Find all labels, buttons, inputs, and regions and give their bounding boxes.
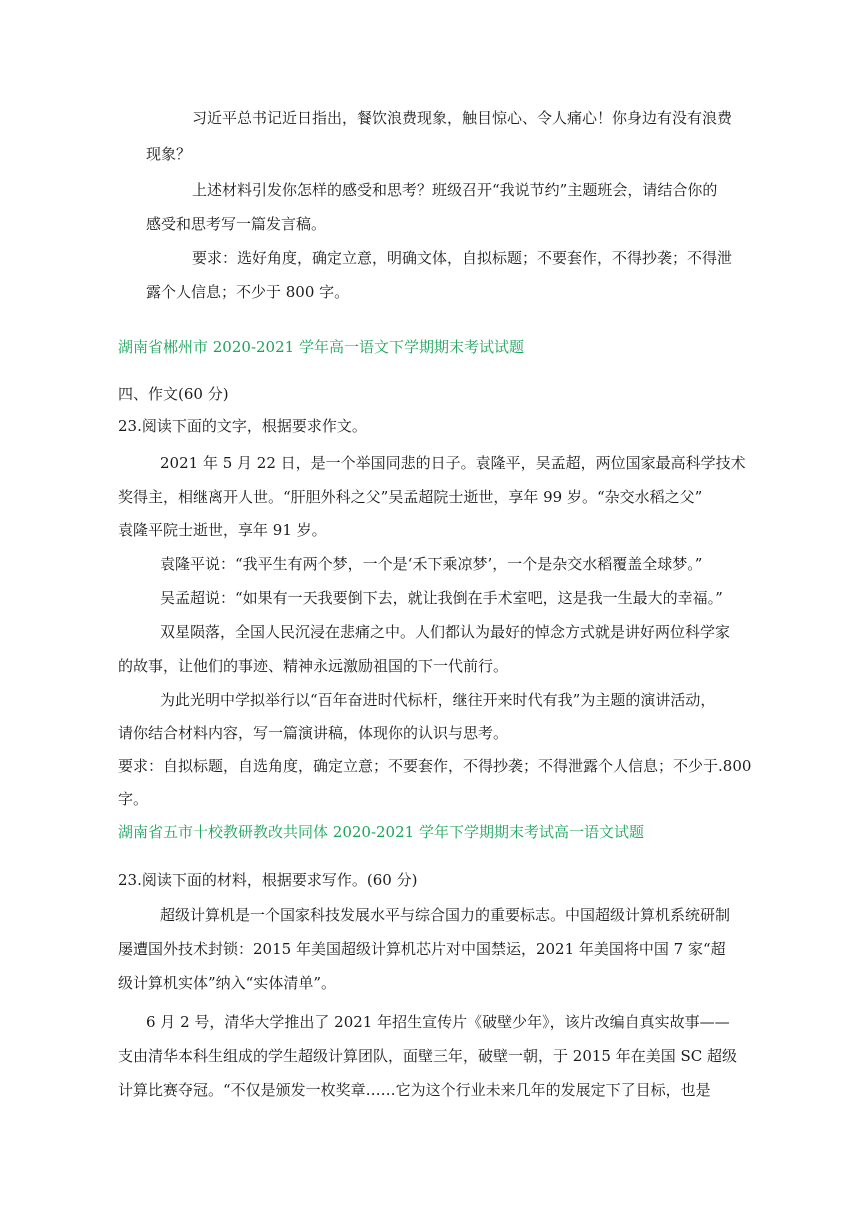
paragraph-line: 现象？ — [146, 145, 192, 163]
paragraph-line: 请你结合材料内容，写一篇演讲稿，体现你的认识与思考。 — [118, 724, 509, 742]
paragraph-line: 要求：选好角度，确定立意，明确文体，自拟标题；不要套作，不得抄袭；不得泄 — [192, 249, 733, 267]
paragraph-line: 露个人信息；不少于 800 字。 — [146, 283, 350, 301]
paragraph-line: 四、作文(60 分) — [118, 385, 229, 403]
paragraph-line: 上述材料引发你怎样的感受和思考？班级召开“我说节约”主题班会，请结合你的 — [192, 181, 718, 199]
paragraph-line: 双星陨落，全国人民沉浸在悲痛之中。人们都认为最好的悼念方式就是讲好两位科学家 — [160, 623, 731, 641]
paragraph-line: 6 月 2 号，清华大学推出了 2021 年招生宣传片《破壁少年》，该片改编自真实故事—— — [146, 1013, 730, 1031]
section-title: 湖南省郴州市 2020-2021 学年高一语文下学期期末考试试题 — [118, 338, 524, 356]
paragraph-line: 支由清华本科生组成的学生超级计算团队，面壁三年，破壁一朝，于 2015 年在美国 SC 超级 — [118, 1047, 738, 1065]
paragraph-line: 2021 年 5 月 22 日，是一个举国同悲的日子。袁隆平，吴孟超，两位国家最高科学技术 — [160, 454, 746, 472]
paragraph-line: 超级计算机是一个国家科技发展水平与综合国力的重要标志。中国超级计算机系统研制 — [160, 906, 731, 924]
paragraph-line: 的故事，让他们的事迹、精神永远激励祖国的下一代前行。 — [118, 657, 509, 675]
paragraph-line: 23.阅读下面的材料，根据要求写作。(60 分) — [118, 871, 418, 889]
paragraph-line: 字。 — [118, 790, 149, 808]
section-title: 湖南省五市十校教研教改共同体 2020-2021 学年下学期期末考试高一语文试题 — [118, 823, 644, 841]
paragraph-line: 袁隆平院士逝世，享年 91 岁。 — [118, 521, 327, 539]
paragraph-line: 屡遭国外技术封锁：2015 年美国超级计算机芯片对中国禁运，2021 年美国将中国 7 家“超 — [118, 940, 726, 958]
paragraph-line: 23.阅读下面的文字，根据要求作文。 — [118, 417, 367, 435]
paragraph-line: 吴孟超说：“如果有一天我要倒下去，就让我倒在手术室吧，这是我一生最大的幸福。” — [160, 589, 723, 607]
paragraph-line: 级计算机实体”纳入“实体清单”。 — [118, 974, 337, 992]
paragraph-line: 习近平总书记近日指出，餐饮浪费现象，触目惊心、令人痛心！你身边有没有浪费 — [192, 109, 733, 127]
paragraph-line: 袁隆平说：“我平生有两个梦，一个是‘禾下乘凉梦’，一个是杂交水稻覆盖全球梦。” — [160, 555, 703, 573]
paragraph-line: 为此光明中学拟举行以“百年奋进时代标杆，继往开来时代有我”为主题的演讲活动， — [160, 691, 716, 709]
paragraph-line: 计算比赛夺冠。“不仅是颁发一枚奖章……它为这个行业未来几年的发展定下了目标，也是 — [118, 1081, 711, 1099]
paragraph-line: 要求：自拟标题，自选角度，确定立意；不要套作，不得抄袭；不得泄露个人信息；不少于.800 — [118, 757, 752, 775]
paragraph-line: 感受和思考写一篇发言稿。 — [146, 215, 327, 233]
paragraph-line: 奖得主，相继离开人世。“肝胆外科之父”吴孟超院士逝世，享年 99 岁。“杂交水稻之父” — [118, 488, 703, 506]
